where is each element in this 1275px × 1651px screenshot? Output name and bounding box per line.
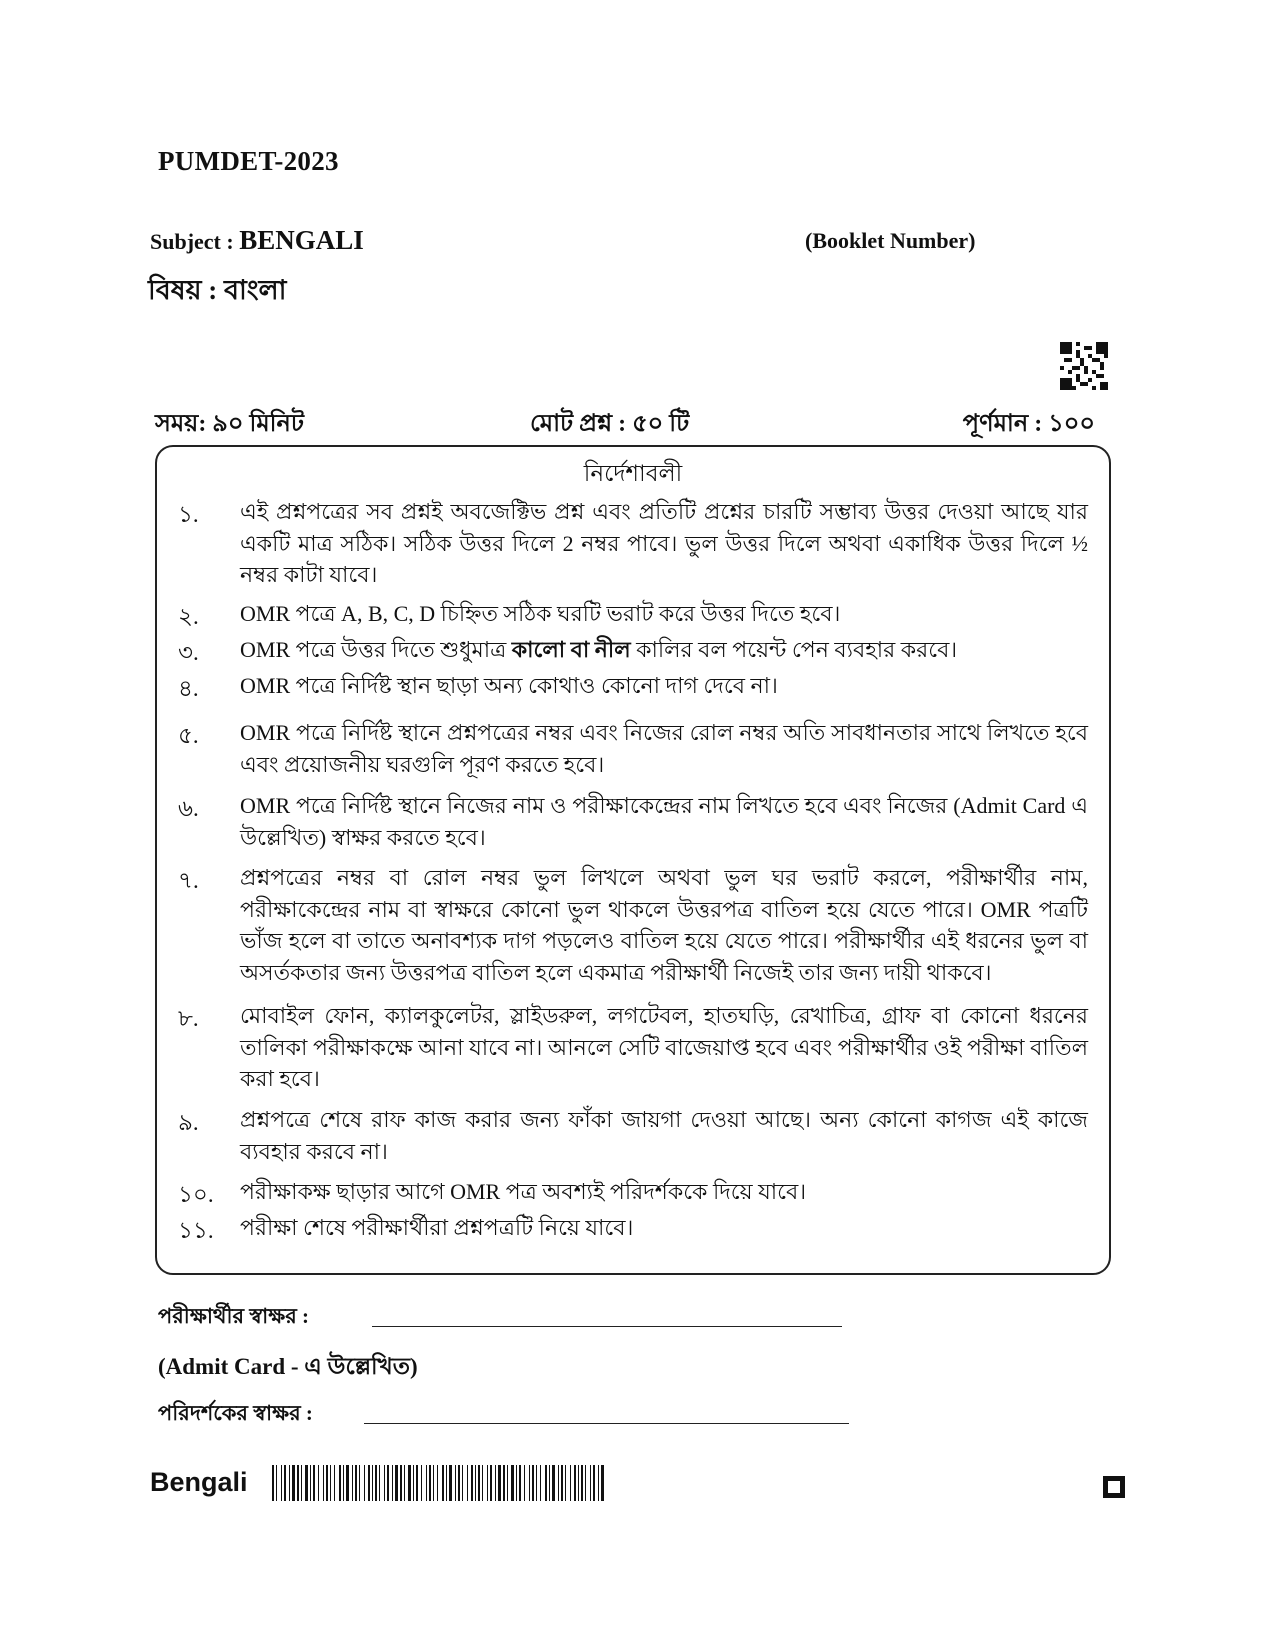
total-questions: মোট প্রশ্ন : ৫০ টি: [530, 411, 690, 437]
instruction-number: ২.: [178, 604, 199, 629]
instruction-text: পরীক্ষাকক্ষ ছাড়ার আগে OMR পত্র অবশ্যই পরিদর্শককে দিয়ে যাবে।: [240, 1179, 807, 1204]
instruction-text: OMR পত্রে A, B, C, D চিহ্নিত সঠিক ঘরটি ভরাট করে উত্তর দিতে হবে।: [240, 601, 841, 626]
instruction-text: OMR পত্রে নির্দিষ্ট স্থানে প্রশ্নপত্রের নম্বর এবং নিজের রোল নম্বর অতি সাবধানতার সাথে লিখতে হবে এবং প্রয়োজনীয় ঘরগুলি পূরণ করতে হবে।: [240, 720, 1088, 777]
exam-duration: সময়: ৯০ মিনিট: [155, 411, 304, 437]
exam-meta-row: [155, 405, 1095, 439]
instruction-number: ১০.: [178, 1182, 214, 1207]
admit-card-note: (Admit Card - এ উল্লেখিত): [158, 1354, 418, 1379]
instruction-number: ৬.: [178, 796, 199, 821]
candidate-signature-label: পরীক্ষার্থীর স্বাক্ষর :: [158, 1304, 310, 1328]
instruction-text: OMR পত্রে নির্দিষ্ট স্থানে নিজের নাম ও পরীক্ষাকেন্দ্রের নাম লিখতে হবে এবং নিজের (Admit Card এ উল্লেখিত) স্বাক্ষর করতে হবে।: [240, 793, 1088, 850]
instruction-text: এই প্রশ্নপত্রের সব প্রশ্নই অবজেক্টিভ প্রশ্ন এবং প্রতিটি প্রশ্নের চারটি সম্ভাব্য উত্তর দেওয়া আছে যার একটি মাত্র সঠিক। সঠিক উত্তর দিলে 2 নম্বর পাবে। ভুল উত্তর দিলে অথবা একাধিক উত্তর দিলে ½ নম্বর কাটা যাবে।: [240, 499, 1088, 587]
instruction-text-part: কালির বল পয়েন্ট পেন ব্যবহার করবে।: [630, 637, 958, 662]
instruction-text: OMR পত্রে নির্দিষ্ট স্থান ছাড়া অন্য কোথাও কোনো দাগ দেবে না।: [240, 673, 778, 698]
instruction-number: ৮.: [178, 1006, 199, 1031]
invigilator-signature-label: পরিদর্শকের স্বাক্ষর :: [158, 1401, 313, 1425]
instruction-number: ৫.: [178, 723, 199, 748]
instructions-title: নির্দেশাবলী: [583, 461, 683, 486]
instruction-number: ৯.: [178, 1110, 199, 1135]
exam-code: PUMDET-2023: [158, 146, 339, 176]
subject-value: BENGALI: [239, 225, 364, 255]
subject-bengali: বিষয় : বাংলা: [148, 275, 287, 305]
instruction-number: ১১.: [178, 1218, 214, 1243]
subject-line: [150, 225, 364, 256]
instruction-number: ৭.: [178, 868, 199, 893]
qr-code-icon: [1060, 342, 1108, 390]
barcode-icon: [272, 1465, 604, 1501]
candidate-signature-line: [372, 1326, 842, 1327]
instruction-text: প্রশ্নপত্রের নম্বর বা রোল নম্বর ভুল লিখলে অথবা ভুল ঘর ভরাট করলে, পরীক্ষার্থীর নাম, পরীক্ষাকেন্দ্রের নাম বা স্বাক্ষরে কোনো ভুল থাকলে উত্তরপত্র বাতিল হয়ে যেতে পারে। OMR পত্রটি ভাঁজ হলে বা তাতে অনাবশ্যক দাগ পড়লেও বাতিল হয়ে যেতে পারে। পরীক্ষার্থীর এই ধরনের ভুল বা অসর্তকতার জন্য উত্তরপত্র বাতিল হলে একমাত্র পরীক্ষার্থী নিজেই তার জন্য দায়ী থাকবে।: [240, 865, 1088, 985]
subject-label: Subject :: [150, 229, 234, 254]
booklet-number-label: (Booklet Number): [805, 228, 976, 253]
instruction-number: ১.: [178, 502, 199, 527]
instruction-text: প্রশ্নপত্রে শেষে রাফ কাজ করার জন্য ফাঁকা জায়গা দেওয়া আছে। অন্য কোনো কাগজ এই কাজে ব্যবহার করবে না।: [240, 1107, 1088, 1164]
instruction-number: ৪.: [178, 676, 199, 701]
instruction-text: [240, 634, 1088, 666]
footer-subject-label: Bengali: [150, 1467, 248, 1497]
instruction-text-part: OMR পত্রে উত্তর দিতে শুধুমাত্র: [240, 637, 512, 662]
instruction-number: ৩.: [178, 640, 199, 665]
invigilator-signature-line: [364, 1423, 849, 1424]
corner-square-icon: [1103, 1476, 1125, 1498]
full-marks: পূর্ণমান : ১০০: [962, 411, 1095, 437]
instruction-text: পরীক্ষা শেষে পরীক্ষার্থীরা প্রশ্নপত্রটি নিয়ে যাবে।: [240, 1215, 634, 1240]
instruction-emphasis: কালো বা নীল: [511, 637, 631, 662]
instruction-text: মোবাইল ফোন, ক্যালকুলেটর, স্লাইডরুল, লগটেবল, হাতঘড়ি, রেখাচিত্র, গ্রাফ বা কোনো ধরনের তালিকা পরীক্ষাকক্ষে আনা যাবে না। আনলে সেটি বাজেয়াপ্ত হবে এবং পরীক্ষার্থীর ওই পরীক্ষা বাতিল করা হবে।: [240, 1003, 1088, 1091]
